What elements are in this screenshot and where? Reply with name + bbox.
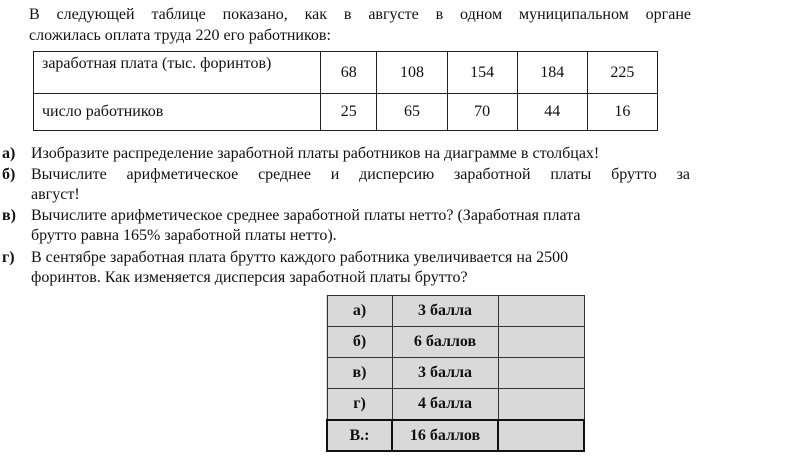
task-b bbox=[0, 165, 690, 205]
task-text: август! bbox=[31, 186, 80, 203]
task-text: В сентябре заработная плата брутто каждого работника увеличивается на 2500 bbox=[31, 249, 569, 266]
part-cell: г) bbox=[327, 389, 392, 421]
task-letter: б) bbox=[2, 166, 16, 183]
points-table bbox=[326, 295, 585, 452]
points-cell: 4 балла bbox=[392, 389, 498, 421]
total-score-cell bbox=[498, 420, 584, 451]
score-cell bbox=[498, 296, 584, 327]
table-cell: 108 bbox=[377, 52, 447, 94]
total-points: 16 баллов bbox=[392, 420, 498, 451]
points-cell: 3 балла bbox=[392, 296, 498, 327]
task-text: Вычислите арифметическое среднее и дисперсию заработной платы брутто за bbox=[31, 166, 690, 183]
table-cell: 154 bbox=[447, 52, 517, 94]
task-letter: а) bbox=[2, 145, 16, 162]
salary-table bbox=[33, 51, 658, 131]
task-d bbox=[0, 248, 690, 288]
points-cell: 3 балла bbox=[392, 358, 498, 389]
table-row bbox=[327, 327, 584, 358]
task-text: форинтов. Как изменяется дисперсия заработной платы брутто? bbox=[31, 269, 468, 286]
intro-line-1: В следующей таблице показано, как в августе в одном муниципальном органе bbox=[29, 6, 691, 23]
table-cell: 70 bbox=[447, 94, 517, 131]
row-label-salary: заработная плата (тыс. форинтов) bbox=[34, 52, 321, 94]
score-cell bbox=[498, 327, 584, 358]
total-label: В.: bbox=[327, 420, 392, 451]
table-row-workers bbox=[34, 94, 658, 131]
table-cell: 68 bbox=[321, 52, 377, 94]
intro-line-2: сложилась оплата труда 220 его работников: bbox=[29, 27, 331, 44]
table-cell: 16 bbox=[587, 94, 657, 131]
task-c bbox=[0, 206, 690, 246]
intro-text bbox=[29, 4, 691, 46]
task-text: брутто равна 165% заработной платы нетто). bbox=[31, 227, 337, 244]
task-letter: в) bbox=[2, 207, 16, 224]
table-cell: 225 bbox=[587, 52, 657, 94]
task-text: Вычислите арифметическое среднее заработной платы нетто? (Заработная плата bbox=[31, 207, 581, 224]
score-cell bbox=[498, 358, 584, 389]
points-cell: 6 баллов bbox=[392, 327, 498, 358]
part-cell: а) bbox=[327, 296, 392, 327]
score-cell bbox=[498, 389, 584, 421]
task-a bbox=[0, 144, 690, 164]
table-row-salary bbox=[34, 52, 658, 94]
table-cell: 65 bbox=[377, 94, 447, 131]
table-row bbox=[327, 358, 584, 389]
row-label-workers: число работников bbox=[34, 94, 321, 131]
task-text: Изобразите распределение заработной платы работников на диаграмме в столбцах! bbox=[31, 145, 600, 162]
task-letter: г) bbox=[2, 249, 15, 266]
total-row bbox=[327, 420, 584, 451]
part-cell: в) bbox=[327, 358, 392, 389]
table-cell: 44 bbox=[517, 94, 587, 131]
table-cell: 25 bbox=[321, 94, 377, 131]
table-cell: 184 bbox=[517, 52, 587, 94]
table-row bbox=[327, 296, 584, 327]
part-cell: б) bbox=[327, 327, 392, 358]
table-row bbox=[327, 389, 584, 421]
